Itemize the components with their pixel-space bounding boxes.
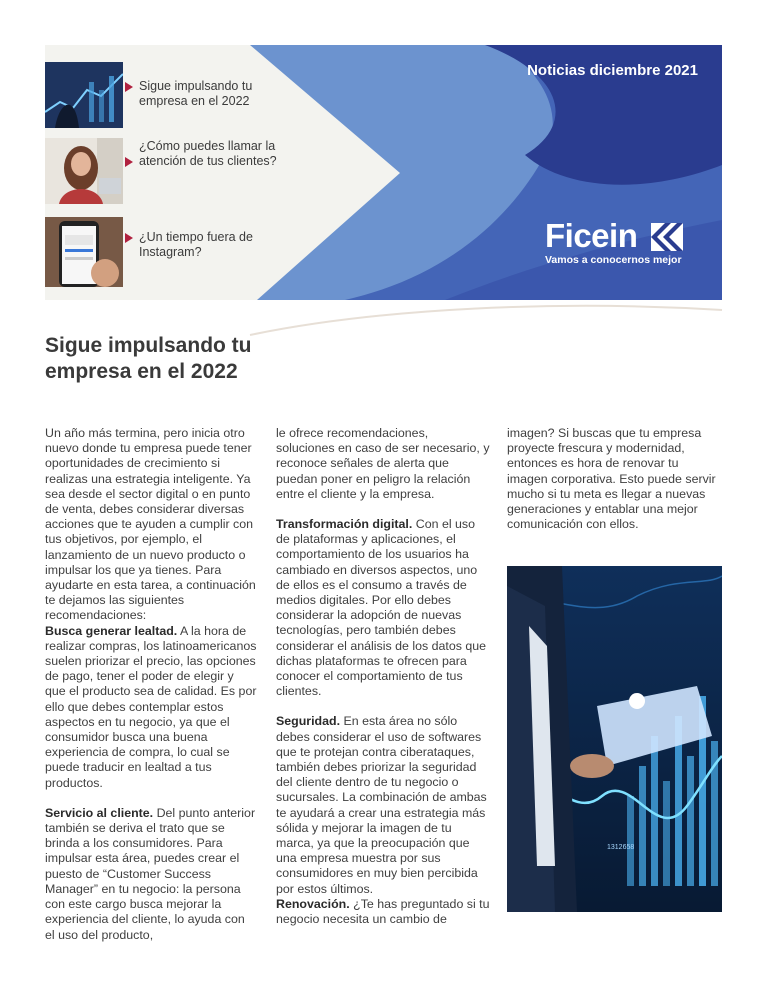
arrow-icon: [125, 157, 133, 167]
seguridad-paragraph: En esta área no sólo debes considerar el uso de softwares que te protejan contra ciberataques, también debes priorizar la seguridad del cliente dentro de tu negocio o sucursales. La combinación de ambas te ayudará a crear una estrategia más sólida y mejorar la imagen de tu marca, ya que la preocupación que una empresa muestra por sus consumidores en muy bien percibida por estos últimos.: [276, 714, 487, 896]
intro-paragraph: Un año más termina, pero inicia otro nuevo donde tu empresa puede tener oportunidades de crecimiento si realizas una estrategia inteligente. Ya sea desde el sector digital o en punto de venta, debes considerar diversas acciones que te ayuden a cumplir con tus objetivos, por ejemplo, el lanzamiento de un nuevo producto o impulsar los que ya tienes. Para ayudarte en esta tarea, a continuación te dejamos las siguientes recomendaciones:: [45, 426, 256, 623]
news-item-2[interactable]: ¿Cómo puedes llamar la atención de tus clientes?: [139, 139, 289, 169]
renovacion-paragraph: ¿Te has preguntado si tu negocio necesita un cambio de: [276, 896, 490, 927]
article-title: Sigue impulsando tu empresa en el 2022: [45, 334, 252, 383]
thumb-business-image[interactable]: [45, 62, 123, 128]
digital-paragraph: Con el uso de plataformas y aplicaciones, el comportamiento de los usuarios ha cambiado en diversos aspectos, uno de ellos es el consumo a través de medios digitales. Por ello debes considerar la adopción de nuevas tecnologías, pero también debes considerar el análisis de los datos que dichas plataformas te ofrecen para conocer el comportamiento de tus clientes.: [276, 517, 487, 699]
arrow-icon: [125, 233, 133, 243]
thumb-woman-image[interactable]: [45, 138, 123, 204]
servicio-paragraph: Del punto anterior también se deriva el trato que se brinda a los consumidores. Para impulsar esta área, puedes crear el puesto de “Customer Success Manager” en tu negocio: la persona con este cargo busca mejorar la experiencia del cliente, lo ayuda con el uso del producto,: [45, 805, 256, 942]
subhead-lealtad: Busca generar lealtad.: [45, 623, 178, 638]
renovacion-continued: imagen? Si buscas que tu empresa proyecte frescura y modernidad, entonces es hora de renovar tu imagen corporativa. Esto puede servir mucho si tu meta es llegar a nuevas generaciones y entablar una mejor comunicación con ellos.: [507, 426, 716, 532]
subhead-servicio: Servicio al cliente.: [45, 805, 154, 820]
photo-number: 1312658: [607, 844, 635, 851]
thumb-instagram-image[interactable]: [45, 217, 123, 287]
logo-tagline: Vamos a conocernos mejor: [545, 254, 682, 266]
newsletter-banner: [45, 45, 722, 300]
issue-title: Noticias diciembre 2021: [527, 62, 698, 79]
lealtad-paragraph: A la hora de realizar compras, los latinoamericanos suelen priorizar el precio, las opciones de pago, tener el poder de elegir y que el producto sea de calidad. Es por ello que debes contemplar estos aspectos en tu negocio, ya que el consumidor busca una buena experiencia de compra, lo cual se puede traducir en lealtad a tus productos.: [45, 623, 257, 790]
logo-mark-icon: [651, 223, 683, 251]
news-item-1[interactable]: Sigue impulsando tu empresa en el 2022: [139, 79, 289, 109]
ficein-logo: [545, 219, 682, 266]
subhead-renovacion: Renovación.: [276, 896, 350, 911]
subhead-digital: Transformación digital.: [276, 517, 413, 532]
article-photo-business-tablet: [507, 566, 722, 912]
article-column-1: [45, 426, 257, 943]
arrow-icon: [125, 82, 133, 92]
news-item-3[interactable]: ¿Un tiempo fuera de Instagram?: [139, 230, 289, 260]
logo-wordmark: Ficein: [545, 217, 638, 254]
article-column-3: [507, 426, 722, 532]
subhead-seguridad: Seguridad.: [276, 714, 341, 729]
article-column-2: [276, 426, 490, 927]
servicio-continued: le ofrece recomendaciones, soluciones en caso de ser necesario, y reconoce señales de alerta que puedan poner en peligro la relación entre el cliente y la empresa.: [276, 426, 490, 501]
